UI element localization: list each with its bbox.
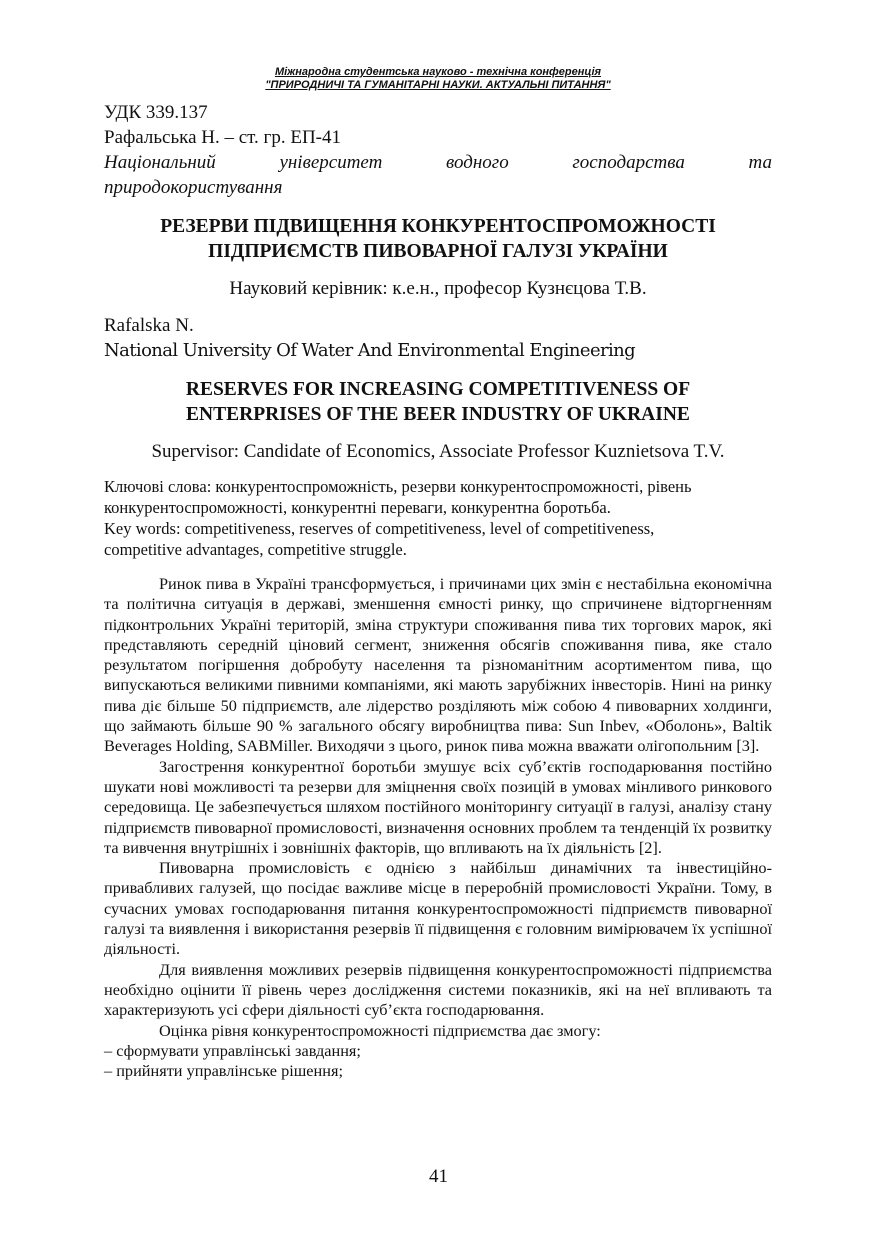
affiliation-word: водного: [446, 152, 509, 173]
list-item: – прийняти управлінське рішення;: [104, 1061, 343, 1081]
paper-title-en: [104, 377, 772, 427]
body-paragraph: Ринок пива в Україні трансформується, і причинами цих змін є нестабільна економічна та політична ситуація в державі, зменшення ємності ринку, що спричинене відторгненням підконтрольних Україні територій, зміна структури споживання пива тих торгових марок, які представляють середній ціновий сегмент, зниження обсягів споживання пива, яке стало результатом погіршення добробуту населення та різноманітним асортиментом пива, що випускаються великими пивними компаніями, які мають зарубіжних інвесторів. Нині на ринку пива діє більше 50 підприємств, але лідерство розділяють між собою 4 пивоварних холдинги, що займають більше 90 % загального обсягу виробництва пива: Sun Inbev, «Оболонь», Baltik Beverages Holding, SABMiller. Виходячи з цього, ринок пива можна вважати олігопольним [3].: [104, 574, 772, 756]
title-en-line1: RESERVES FOR INCREASING COMPETITIVENESS OF: [185, 379, 691, 400]
conference-header: [104, 66, 772, 92]
paper-page: [104, 66, 772, 1081]
supervisor-en: Supervisor: Candidate of Economics, Associate Professor Kuznietsova T.V.: [151, 441, 725, 462]
conference-title: Міжнародна студентська науково - технічна конференція: [274, 66, 602, 78]
body-paragraph: Оцінка рівня конкурентоспроможності підприємства дає змогу:: [159, 1020, 601, 1040]
affiliation-ua: [104, 150, 772, 200]
affiliation-word: університет: [279, 152, 383, 173]
affiliation-line2: природокористування: [104, 177, 283, 198]
page-number: 41: [429, 1166, 448, 1187]
conference-subtitle: "ПРИРОДНИЧІ ТА ГУМАНІТАРНІ НАУКИ. АКТУАЛЬНІ ПИТАННЯ": [265, 79, 611, 91]
paper-title-ua: [104, 214, 772, 264]
author-ua: Рафальська Н. – ст. гр. ЕП-41: [104, 127, 342, 148]
affiliation-word: Національний: [104, 152, 216, 173]
title-ua-line2: ПІДПРИЄМСТВ ПИВОВАРНОЇ ГАЛУЗІ УКРАЇНИ: [208, 241, 668, 262]
title-ua-line1: РЕЗЕРВИ ПІДВИЩЕННЯ КОНКУРЕНТОСПРОМОЖНОСТІ: [160, 216, 716, 237]
keywords-block: [104, 476, 772, 560]
affiliation-en: National University Of Water And Environmental Engineering: [104, 340, 636, 361]
body-paragraph: Пивоварна промисловість є однією з найбільш динамічних та інвестиційно-привабливих галузей, що посідає важливе місце в переробній промисловості України. Тому, в сучасних умовах господарювання питання конкурентоспроможності підприємств пивоварної галузі та виявлення і використання резервів її підвищення є головним вимірювачем їх успішної діяльності.: [104, 858, 772, 959]
keywords-ua-line2: конкурентоспроможності, конкурентні переваги, конкурентна боротьба.: [104, 498, 611, 517]
udc-code: УДК 339.137: [104, 102, 208, 123]
keywords-en-line2: competitive advantages, competitive struggle.: [104, 540, 407, 559]
title-en-line2: ENTERPRISES OF THE BEER INDUSTRY OF UKRAINE: [186, 404, 690, 425]
keywords-en-line1: Key words: competitiveness, reserves of competitiveness, level of competitiveness,: [104, 519, 655, 538]
body-paragraph: Загострення конкурентної боротьби змушує всіх суб’єктів господарювання постійно шукати нові можливості та резерви для зміцнення своїх позицій в умовах мінливого ринкового середовища. Це забезпечується шляхом постійного моніторингу ситуації в галузі, аналізу стану підприємств пивоварної промисловості, визначення основних проблем та тенденцій їх розвитку та вивчення внутрішніх і зовнішніх факторів, що впливають на їх діяльність [2].: [104, 756, 772, 857]
paper-body: [104, 574, 772, 1081]
list-item: – сформувати управлінські завдання;: [104, 1040, 361, 1060]
supervisor-ua: Науковий керівник: к.е.н., професор Кузнєцова Т.В.: [229, 278, 647, 299]
author-en: Rafalska N.: [104, 315, 194, 336]
affiliation-word: господарства: [572, 152, 685, 173]
affiliation-word: та: [748, 152, 772, 173]
body-paragraph: Для виявлення можливих резервів підвищення конкурентоспроможності підприємства необхідно оцінити її рівень через дослідження системи показників, які на неї впливають та характеризують усі сфери діяльності суб’єкта господарювання.: [104, 959, 772, 1020]
keywords-ua-line1: Ключові слова: конкурентоспроможність, резерви конкурентоспроможності, рівень: [104, 477, 692, 496]
